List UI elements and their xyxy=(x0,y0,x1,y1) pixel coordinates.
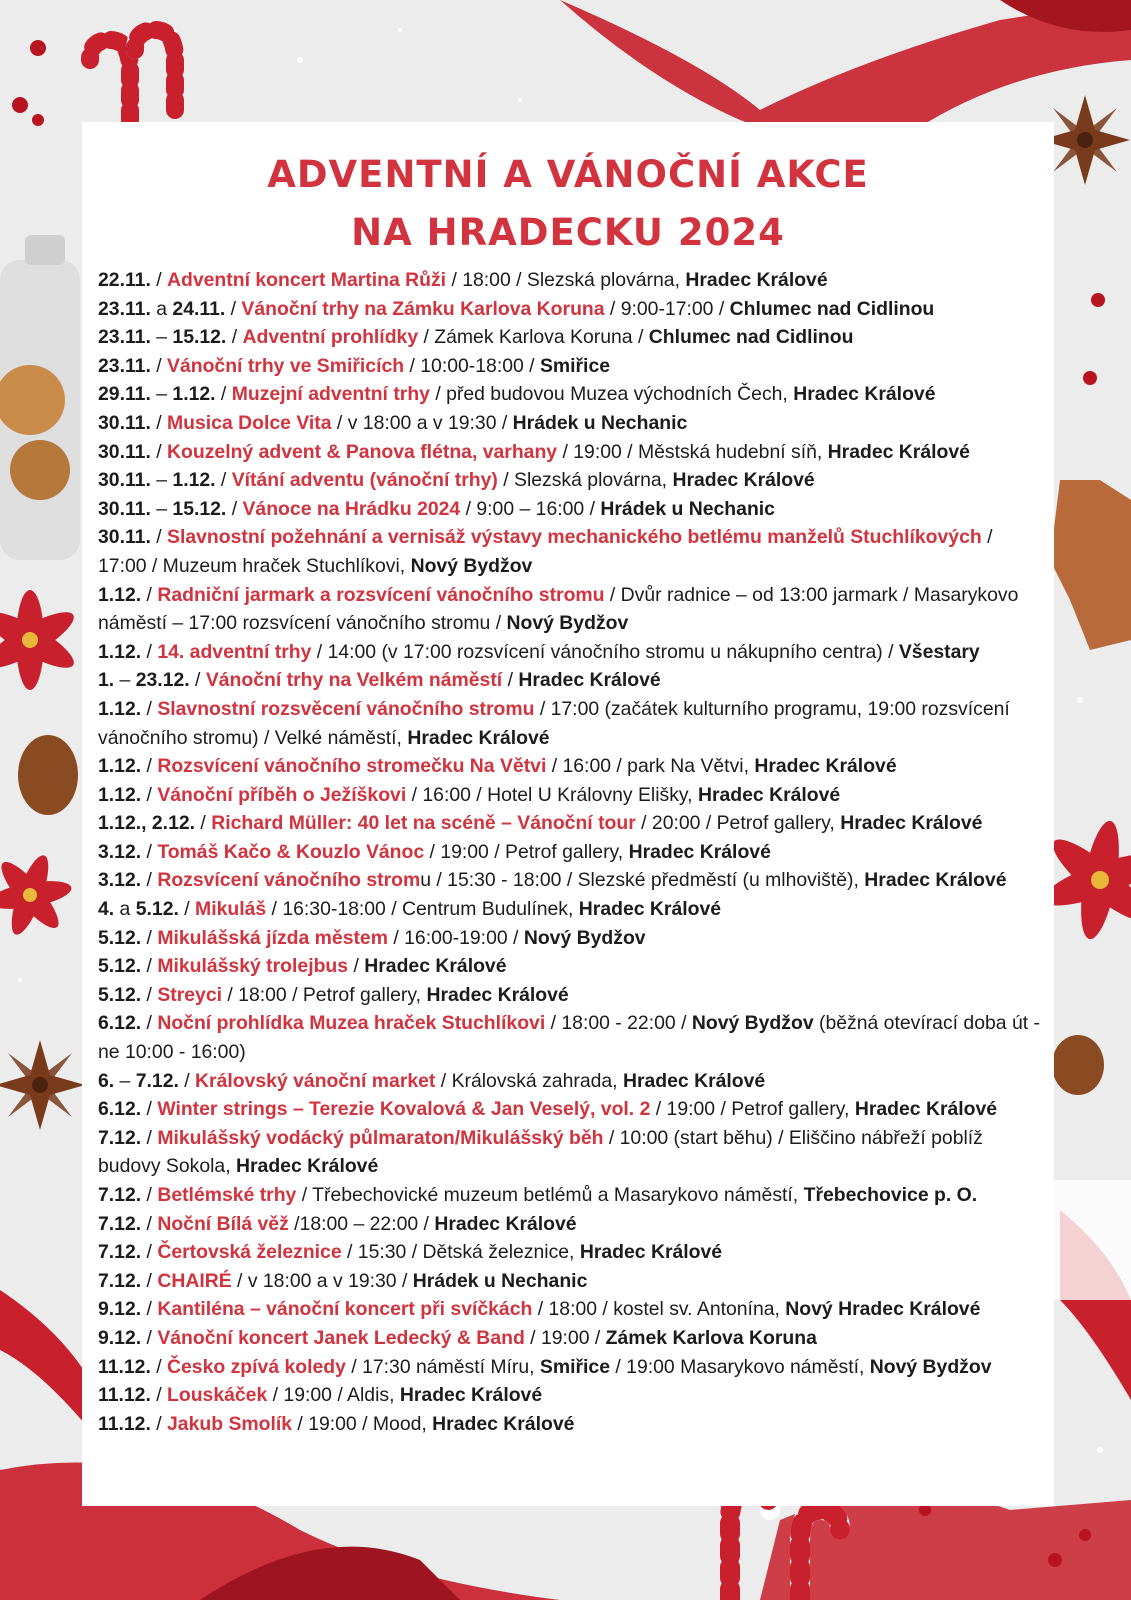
event-text: / xyxy=(226,497,243,520)
event-text: / 19:00 Masarykovo náměstí, xyxy=(610,1355,870,1378)
event-title: Musica Dolce Vita xyxy=(167,411,332,434)
event-title: Mikulášská jízda městem xyxy=(157,926,388,949)
event-text: / 16:30-18:00 / Centrum Budulínek, xyxy=(266,898,579,921)
event-title: Rozsvícení vánočního stromečku Na Větvi xyxy=(157,755,547,778)
event-item xyxy=(98,266,1043,295)
event-title: Radniční jarmark a rozsvícení vánočního stromu xyxy=(157,583,605,606)
event-title: Kouzelný advent & Panova flétna, varhany xyxy=(167,440,558,463)
event-strong-text: Hradec Králové xyxy=(827,440,970,463)
event-text: / xyxy=(141,697,158,720)
event-title: Noční prohlídka Muzea hraček Stuchlíkovi xyxy=(157,1012,546,1035)
event-text: / 20:00 / Petrof gallery, xyxy=(635,812,841,835)
event-strong-text: Hradec Králové xyxy=(864,869,1007,892)
event-strong-text: 15.12. xyxy=(172,497,227,520)
event-item xyxy=(98,666,1043,695)
event-title: Vánoční příběh o Ježíškovi xyxy=(157,783,407,806)
event-item xyxy=(98,838,1043,867)
event-text: / xyxy=(189,669,206,692)
event-strong-text: 1.12. xyxy=(98,697,142,720)
event-strong-text: Hradec Králové xyxy=(672,469,815,492)
event-text: / 16:00-19:00 / xyxy=(387,926,524,949)
event-title: Adventní koncert Martina Růži xyxy=(167,269,447,291)
event-strong-text: Hradec Králové xyxy=(840,812,983,835)
event-text: / 16:00 / Hotel U Královny Elišky, xyxy=(406,783,698,806)
event-item xyxy=(98,523,1043,580)
event-strong-text: 9.12. xyxy=(98,1326,142,1349)
event-item xyxy=(98,323,1043,352)
event-strong-text: 6. xyxy=(98,1069,115,1092)
event-strong-text: 1.12. xyxy=(98,640,142,663)
event-strong-text: Nový Bydžov xyxy=(869,1355,992,1378)
event-text: / xyxy=(150,269,168,291)
event-strong-text: Hradec Králové xyxy=(432,1412,575,1435)
event-text: / xyxy=(141,1269,158,1292)
event-title: Česko zpívá koledy xyxy=(167,1355,346,1378)
event-text: / 18:00 / Slezská plovárna, xyxy=(446,269,686,291)
event-text: – xyxy=(150,383,173,406)
event-strong-text: Chlumec nad Cidlinou xyxy=(648,326,854,349)
event-title: Jakub Smolík xyxy=(167,1412,293,1435)
event-text: / xyxy=(150,1355,168,1378)
event-text: / xyxy=(225,297,242,320)
event-strong-text: Hradec Králové xyxy=(364,955,507,978)
event-item xyxy=(98,809,1043,838)
event-text: / 16:00 / park Na Větvi, xyxy=(546,755,755,778)
event-strong-text: Hradec Králové xyxy=(628,840,771,863)
event-text: / 14:00 (v 17:00 rozsvícení vánočního stromu u nákupního centra) / xyxy=(311,640,899,663)
event-strong-text: 29.11. xyxy=(98,383,151,406)
event-text: / 17:00 (začátek kulturního programu, 19:00 rozsvícení vánočního stromu) / Velké náměstí, xyxy=(98,697,1010,749)
event-item xyxy=(98,1009,1043,1066)
event-strong-text: 23.11. xyxy=(98,354,151,377)
event-item xyxy=(98,1295,1043,1324)
event-title: Vánoční trhy ve Smiřicích xyxy=(167,354,405,377)
event-text: / před budovou Muzea východních Čech, xyxy=(429,383,794,406)
event-title: Muzejní adventní trhy xyxy=(231,383,430,406)
event-text: / xyxy=(141,1326,158,1349)
event-title: Streyci xyxy=(157,983,222,1006)
event-text: – xyxy=(150,326,173,349)
event-text: / xyxy=(141,583,158,606)
event-strong-text: 7.12. xyxy=(98,1184,142,1206)
event-strong-text: 15.12. xyxy=(172,326,227,349)
event-item xyxy=(98,380,1043,409)
event-text: / Dvůr radnice – od 13:00 jarmark / Masarykovo náměstí – 17:00 rozsvícení vánočního stromu / xyxy=(98,583,1019,635)
event-text: / xyxy=(348,955,365,978)
event-strong-text: 7.12. xyxy=(135,1069,179,1092)
event-strong-text: Smiřice xyxy=(539,354,611,377)
event-item xyxy=(98,1381,1043,1410)
event-strong-text: 5.12. xyxy=(98,926,142,949)
event-item xyxy=(98,1324,1043,1353)
event-strong-text: Hrádek u Nechanic xyxy=(412,1269,588,1292)
event-text: / xyxy=(141,640,158,663)
event-text: / xyxy=(141,955,158,978)
event-text: / 19:00 / Mood, xyxy=(292,1412,433,1435)
event-item xyxy=(98,924,1043,953)
event-strong-text: 1.12. xyxy=(172,383,216,406)
event-strong-text: Hradec Králové xyxy=(579,1241,723,1264)
event-strong-text: Chlumec nad Cidlinou xyxy=(729,297,935,320)
event-text: / xyxy=(150,440,168,463)
event-item xyxy=(98,1353,1043,1382)
event-item xyxy=(98,466,1043,495)
event-strong-text: Hrádek u Nechanic xyxy=(600,497,775,520)
event-strong-text: Zámek Karlova Koruna xyxy=(605,1326,817,1349)
event-text: / xyxy=(178,898,196,921)
event-item xyxy=(98,1238,1043,1267)
event-title: 14. adventní trhy xyxy=(157,640,312,663)
event-text: / xyxy=(150,1384,168,1407)
event-strong-text: 30.11. xyxy=(98,497,151,520)
event-title: Tomáš Kačo & Kouzlo Vánoc xyxy=(157,840,425,863)
red-ribbon-icon xyxy=(0,1290,90,1430)
event-strong-text: 6.12. xyxy=(98,1012,142,1035)
event-text: u / 15:30 - 18:00 / Slezské předměstí (u mlhoviště), xyxy=(420,869,865,892)
event-title: Slavnostní rozsvěcení vánočního stromu xyxy=(157,697,535,720)
event-title: Vánoční trhy na Zámku Karlova Koruna xyxy=(241,297,605,320)
pinecone-icon xyxy=(18,735,78,815)
pinecone-icon xyxy=(1052,1035,1104,1095)
event-text: / 9:00-17:00 / xyxy=(604,297,730,320)
event-item xyxy=(98,752,1043,781)
event-text: / xyxy=(141,926,158,949)
event-text: / xyxy=(215,469,232,492)
event-title: Richard Müller: 40 let na scéně – Vánoční tour xyxy=(211,812,636,835)
event-item xyxy=(98,409,1043,438)
event-item xyxy=(98,895,1043,924)
poinsettia-icon xyxy=(0,851,73,938)
event-strong-text: 30.11. xyxy=(98,411,151,434)
event-text: / xyxy=(141,1212,158,1235)
poinsettia-icon xyxy=(0,590,80,690)
event-text: / 18:00 / kostel sv. Antonína, xyxy=(532,1298,786,1321)
event-strong-text: Všestary xyxy=(898,640,980,663)
event-item xyxy=(98,581,1043,638)
event-item xyxy=(98,1410,1043,1439)
event-text: / xyxy=(141,840,158,863)
event-text: / xyxy=(141,1184,158,1206)
event-item xyxy=(98,1210,1043,1239)
event-item xyxy=(98,295,1043,324)
event-strong-text: Hradec Králové xyxy=(697,783,841,806)
event-title: Mikulášský trolejbus xyxy=(157,955,349,978)
event-list xyxy=(98,266,1043,1438)
event-text: / xyxy=(141,755,158,778)
event-strong-text: 7.12. xyxy=(98,1212,142,1235)
event-text: – xyxy=(150,497,173,520)
event-title: CHAIRÉ xyxy=(157,1269,232,1292)
event-text: / 17:30 náměstí Míru, xyxy=(345,1355,540,1378)
event-strong-text: 1.12., 2.12. xyxy=(98,812,196,835)
event-strong-text: 30.11. xyxy=(98,440,151,463)
event-strong-text: 30.11. xyxy=(98,526,151,549)
event-text: / Slezská plovárna, xyxy=(497,469,673,492)
event-title: Slavnostní požehnání a vernisáž výstavy mechanického betlému manželů Stuchlíkových xyxy=(167,526,982,549)
event-strong-text: Smiřice xyxy=(539,1355,610,1378)
event-strong-text: 7.12. xyxy=(98,1269,142,1292)
event-title: Mikuláš xyxy=(195,898,267,921)
event-strong-text: 7.12. xyxy=(98,1241,142,1264)
event-text: / xyxy=(141,1126,158,1149)
event-text: / 18:00 - 22:00 / xyxy=(545,1012,692,1035)
event-item xyxy=(98,352,1043,381)
event-strong-text: 6.12. xyxy=(98,1098,142,1121)
event-strong-text: Hradec Králové xyxy=(854,1098,998,1121)
event-text: / 19:00 / Aldis, xyxy=(267,1384,400,1407)
event-text: / 19:00 / Městská hudební síň, xyxy=(557,440,828,463)
event-strong-text: 23.11. xyxy=(98,326,151,349)
event-title: Adventní prohlídky xyxy=(242,326,419,349)
event-title: Rozsvícení vánočního strom xyxy=(157,869,421,892)
event-strong-text: Nový Bydžov xyxy=(691,1012,814,1035)
event-text: / 9:00 – 16:00 / xyxy=(460,497,601,520)
event-text: / Třebechovické muzeum betlémů a Masarykovo náměstí, xyxy=(296,1184,804,1206)
event-title: Betlémské trhy xyxy=(157,1184,297,1206)
event-strong-text: 1.12. xyxy=(98,755,142,778)
page-title xyxy=(82,146,1054,262)
event-text: / v 18:00 a v 19:30 / xyxy=(231,1269,413,1292)
event-title: Vánoční koncert Janek Ledecký & Band xyxy=(157,1326,525,1349)
event-text: / xyxy=(215,383,232,406)
event-text: (běžná otevírací doba út - ne 10:00 - 16:00) xyxy=(98,1012,1040,1064)
event-strong-text: Hradec Králové xyxy=(793,383,936,406)
event-item xyxy=(98,1095,1043,1124)
event-strong-text: 11.12. xyxy=(98,1384,151,1407)
event-item xyxy=(98,1124,1043,1181)
event-text: / 19:00 / xyxy=(524,1326,606,1349)
event-strong-text: 30.11. xyxy=(98,469,151,492)
event-text: / xyxy=(150,411,168,434)
event-title: Noční Bílá věž xyxy=(157,1212,289,1235)
star-anise-icon xyxy=(0,1040,85,1130)
event-text: / xyxy=(178,1069,196,1092)
event-text: / 19:00 / Petrof gallery, xyxy=(650,1098,855,1121)
event-text: / 10:00 (start běhu) / Eliščino nábřeží poblíž budovy Sokola, xyxy=(98,1126,983,1178)
event-title: Vánoční trhy na Velkém náměstí xyxy=(205,669,503,692)
page-title-line2: NA HRADECKU 2024 xyxy=(351,211,785,254)
event-strong-text: 5.12. xyxy=(98,955,142,978)
candy-cane-icon xyxy=(90,30,175,120)
event-text: / xyxy=(226,326,243,349)
event-text: / xyxy=(150,1412,168,1435)
event-strong-text: Nový Hradec Králové xyxy=(785,1298,981,1321)
event-item xyxy=(98,1181,1043,1210)
event-strong-text: Hradec Králové xyxy=(434,1212,577,1235)
event-text: – xyxy=(114,1069,136,1092)
event-strong-text: Nový Bydžov xyxy=(506,612,629,635)
event-item xyxy=(98,866,1043,895)
event-title: Mikulášský vodácký půlmaraton/Mikulášský běh xyxy=(157,1126,604,1149)
event-text: / 17:00 / Muzeum hraček Stuchlíkovi, xyxy=(98,526,993,577)
event-item xyxy=(98,495,1043,524)
event-title: Winter strings – Terezie Kovalová & Jan Veselý, vol. 2 xyxy=(157,1098,651,1121)
gingerbread-icon xyxy=(1050,480,1131,650)
event-text: / xyxy=(195,812,212,835)
event-strong-text: 7.12. xyxy=(98,1126,142,1149)
event-text: – xyxy=(114,669,136,692)
event-strong-text: Hradec Králové xyxy=(685,269,828,291)
event-strong-text: 22.11. xyxy=(98,269,151,291)
event-title: Louskáček xyxy=(167,1384,268,1407)
event-text: / Královská zahrada, xyxy=(435,1069,623,1092)
event-strong-text: 1.12. xyxy=(98,583,142,606)
event-text: / xyxy=(502,669,519,692)
event-item xyxy=(98,638,1043,667)
event-text: / Zámek Karlova Koruna / xyxy=(418,326,649,349)
event-text: / xyxy=(141,783,158,806)
event-text: / xyxy=(141,1098,158,1121)
event-item xyxy=(98,1067,1043,1096)
event-strong-text: Hradec Králové xyxy=(399,1384,543,1407)
event-item xyxy=(98,1267,1043,1296)
event-title: Vánoce na Hrádku 2024 xyxy=(242,497,461,520)
page-title-line1: ADVENTNÍ A VÁNOČNÍ AKCE xyxy=(267,153,869,196)
event-strong-text: 23.11. xyxy=(98,297,151,320)
event-item xyxy=(98,695,1043,752)
event-strong-text: 5.12. xyxy=(98,983,142,1006)
event-strong-text: 1.12. xyxy=(172,469,216,492)
event-text: / 15:30 / Dětská železnice, xyxy=(341,1241,580,1264)
event-strong-text: Hradec Králové xyxy=(407,726,550,749)
event-text: / xyxy=(150,354,168,377)
event-strong-text: Hradec Králové xyxy=(426,983,569,1006)
event-strong-text: 1.12. xyxy=(98,783,142,806)
event-strong-text: Nový Bydžov xyxy=(523,926,646,949)
event-strong-text: 11.12. xyxy=(98,1412,151,1435)
event-text: / 10:00-18:00 / xyxy=(404,354,540,377)
event-strong-text: 1. xyxy=(98,669,115,692)
event-strong-text: 9.12. xyxy=(98,1298,142,1321)
event-strong-text: Hradec Králové xyxy=(518,669,661,692)
event-text: a xyxy=(150,297,173,320)
event-strong-text: 23.12. xyxy=(135,669,190,692)
event-strong-text: 3.12. xyxy=(98,840,142,863)
event-title: Kantiléna – vánoční koncert při svíčkách xyxy=(157,1298,533,1321)
event-item xyxy=(98,438,1043,467)
event-strong-text: Hradec Králové xyxy=(754,755,897,778)
event-item xyxy=(98,981,1043,1010)
event-strong-text: 24.11. xyxy=(172,297,226,320)
event-text: / 19:00 / Petrof gallery, xyxy=(424,840,629,863)
event-text: / xyxy=(141,1298,158,1321)
event-strong-text: 5.12. xyxy=(135,898,179,921)
event-text: – xyxy=(150,469,173,492)
event-title: Královský vánoční market xyxy=(195,1069,436,1092)
event-strong-text: Třebechovice p. O. xyxy=(803,1184,978,1206)
event-strong-text: 3.12. xyxy=(98,869,142,892)
event-text: / xyxy=(141,983,158,1006)
event-strong-text: 11.12. xyxy=(98,1355,151,1378)
event-title: Vítání adventu (vánoční trhy) xyxy=(231,469,498,492)
event-text: /18:00 – 22:00 / xyxy=(288,1212,435,1235)
event-text: / xyxy=(141,1241,158,1264)
event-text: / xyxy=(141,1012,158,1035)
event-strong-text: Nový Bydžov xyxy=(410,554,533,577)
event-title: Čertovská železnice xyxy=(157,1241,342,1264)
event-text: / xyxy=(141,869,158,892)
event-text: a xyxy=(114,898,136,921)
event-strong-text: Hradec Králové xyxy=(622,1069,766,1092)
event-strong-text: Hradec Králové xyxy=(235,1155,379,1178)
event-text: / xyxy=(150,526,168,549)
cookie-jar-icon xyxy=(0,235,80,560)
event-strong-text: Hrádek u Nechanic xyxy=(512,411,688,434)
event-strong-text: Hradec Králové xyxy=(578,898,722,921)
event-strong-text: 4. xyxy=(98,898,115,921)
event-item xyxy=(98,781,1043,810)
event-item xyxy=(98,952,1043,981)
event-text: / 18:00 / Petrof gallery, xyxy=(222,983,427,1006)
event-text: / v 18:00 a v 19:30 / xyxy=(331,411,513,434)
